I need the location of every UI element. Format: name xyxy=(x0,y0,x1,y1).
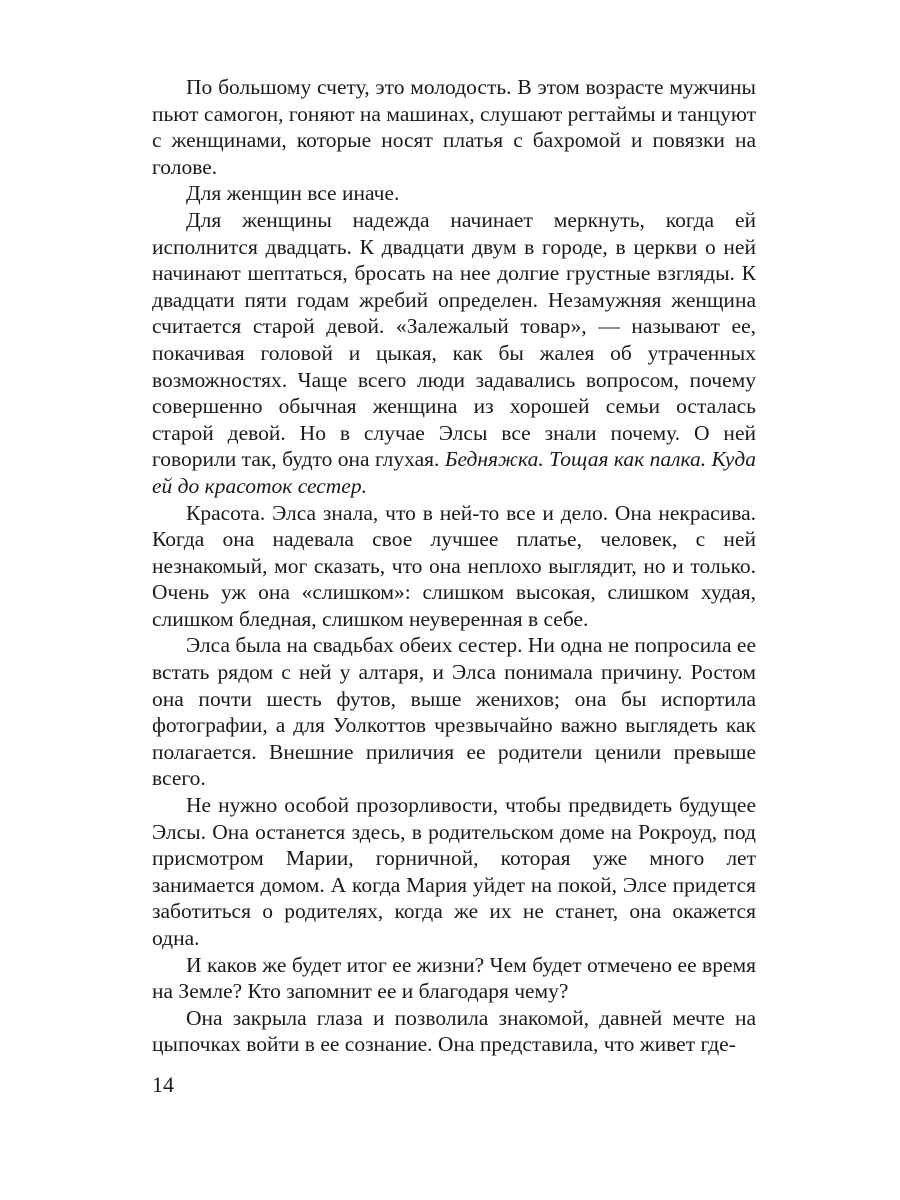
paragraph: И каков же будет итог ее жизни? Чем будет отмечено ее время на Земле? Кто запомнит ее и благодаря чему? xyxy=(152,952,756,1004)
paragraph-text: Для женщины надежда начинает меркнуть, когда ей исполнится двадцать. К двадцати двум в городе, в церкви о ней начинают шептаться, бросать на нее долгие грустные взгляды. К двадцати пяти годам жребий определен. Незамужняя женщина считается старой девой. «Залежалый товар», — называют ее, покачивая головой и цыкая, как бы жалея об утраченных возможностях. Чаще всего люди задавались вопросом, почему совершенно обычная женщина из хорошей семьи осталась старой девой. Но в случае Элсы все знали почему. О ней говорили так, будто она глухая. xyxy=(152,207,756,472)
paragraph: Элса была на свадьбах обеих сестер. Ни одна не попросила ее встать рядом с ней у алтаря, и Элса понимала причину. Ростом она почти шесть футов, выше женихов; она бы испортила фотографии, а для Уолкоттов чрезвычайно важно выглядеть как полагается. Внешние приличия ее родители ценили превыше всего. xyxy=(152,633,756,791)
page-number: 14 xyxy=(152,1072,174,1097)
paragraph xyxy=(152,207,756,500)
paragraph: Красота. Элса знала, что в ней-то все и дело. Она некрасива. Когда она надевала свое лучшее платье, человек, с ней незнакомый, мог сказать, что она неплохо выглядит, но и только. Очень уж она «слишком»: слишком высокая, слишком худая, слишком бледная, слишком неуверенная в себе. xyxy=(152,500,756,631)
italic-thought: Бедняжка. Тощая как палка. Куда ей до красоток сестер. xyxy=(152,447,756,498)
paragraph: Не нужно особой прозорливости, чтобы предвидеть будущее Элсы. Она останется здесь, в родительском доме на Рокроуд, под присмотром Марии, горничной, которая уже много лет занимается домом. А когда Мария уйдет на покой, Элсе придется заботиться о родителях, когда же их не станет, она окажется одна. xyxy=(152,793,756,950)
paragraph: Для женщин все иначе. xyxy=(186,181,400,206)
paragraph: Она закрыла глаза и позволила знакомой, давней мечте на цыпочках войти в ее сознание. Она представила, что живет где- xyxy=(152,1005,756,1057)
paragraph: По большому счету, это молодость. В этом возрасте мужчины пьют самогон, гоняют на машинах, слушают регтаймы и танцуют с женщинами, которые носят платья с бахромой и повязки на голове. xyxy=(152,75,756,179)
body-text xyxy=(152,74,756,1058)
